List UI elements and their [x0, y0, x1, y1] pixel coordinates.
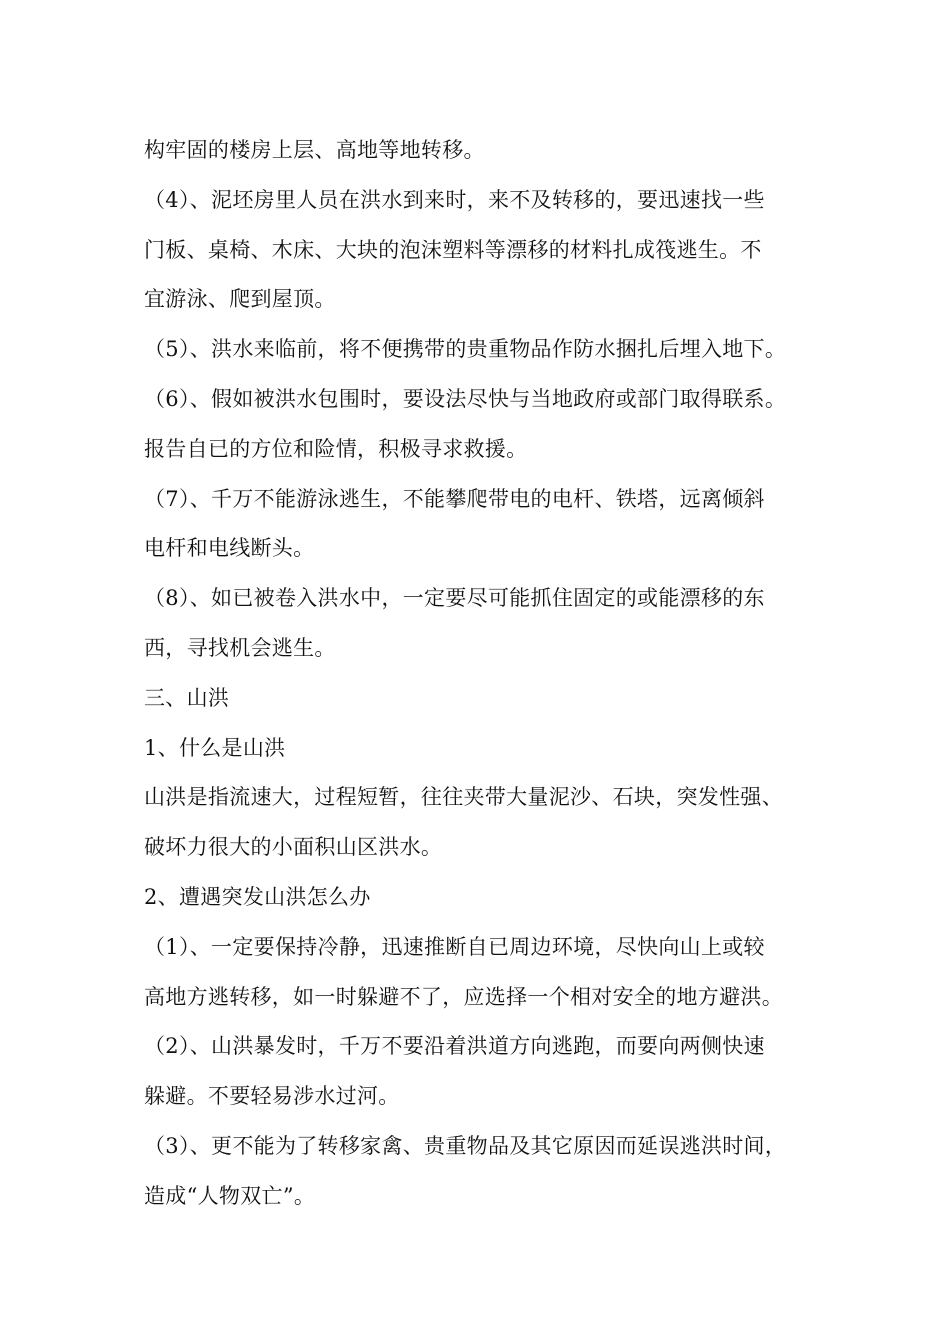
document-body — [144, 126, 844, 1222]
text-line-item-7: （7）、千万不能游泳逃生，不能攀爬带电的电杆、铁塔，远离倾斜 — [144, 486, 765, 511]
text-line-step-1-cont: 高地方逃转移，如一时躲避不了，应选择一个相对安全的地方避洪。 — [144, 984, 783, 1009]
text-line-definition-cont: 破坏力很大的小面积山区洪水。 — [144, 835, 443, 860]
subheading-what-is-mountain-flood: 1、什么是山洪 — [144, 735, 286, 760]
section-heading-mountain-flood: 三、山洪 — [144, 685, 230, 710]
text-line-step-2: （2）、山洪暴发时，千万不要沿着洪道方向逃跑，而要向两侧快速 — [144, 1034, 765, 1059]
text-line-step-3-cont: 造成“人物双亡”。 — [144, 1183, 316, 1208]
text-line-item-4-cont-1: 门板、桌椅、木床、大块的泡沫塑料等漂移的材料扎成筏逃生。不 — [144, 237, 762, 262]
text-line-item-7-cont: 电杆和电线断头。 — [144, 536, 315, 561]
text-line-step-3: （3）、更不能为了转移家禽、贵重物品及其它原因而延误逃洪时间， — [144, 1133, 787, 1158]
text-line-item-4-cont-2: 宜游泳、爬到屋顶。 — [144, 287, 336, 312]
text-line-item-8: （8）、如已被卷入洪水中，一定要尽可能抓住固定的或能漂移的东 — [144, 586, 765, 611]
text-line-item-8-cont: 西，寻找机会逃生。 — [144, 635, 336, 660]
text-line-step-2-cont: 躲避。不要轻易涉水过河。 — [144, 1084, 400, 1109]
text-line-item-5: （5）、洪水来临前，将不便携带的贵重物品作防水捆扎后埋入地下。 — [144, 337, 787, 362]
text-line-continuation: 构牢固的楼房上层、高地等地转移。 — [144, 138, 485, 162]
text-line-item-6-cont: 报告自已的方位和险情，积极寻求救援。 — [144, 436, 528, 461]
text-line-step-1: （1）、一定要保持冷静，迅速推断自已周边环境，尽快向山上或较 — [144, 934, 765, 959]
text-line-item-4: （4）、泥坯房里人员在洪水到来时，来不及转移的，要迅速找一些 — [144, 187, 765, 212]
subheading-what-to-do: 2、遭遇突发山洪怎么办 — [144, 884, 371, 909]
text-line-item-6: （6）、假如被洪水包围时，要设法尽快与当地政府或部门取得联系。 — [144, 386, 787, 411]
text-line-definition: 山洪是指流速大，过程短暂，往往夹带大量泥沙、石块，突发性强、 — [144, 785, 783, 810]
